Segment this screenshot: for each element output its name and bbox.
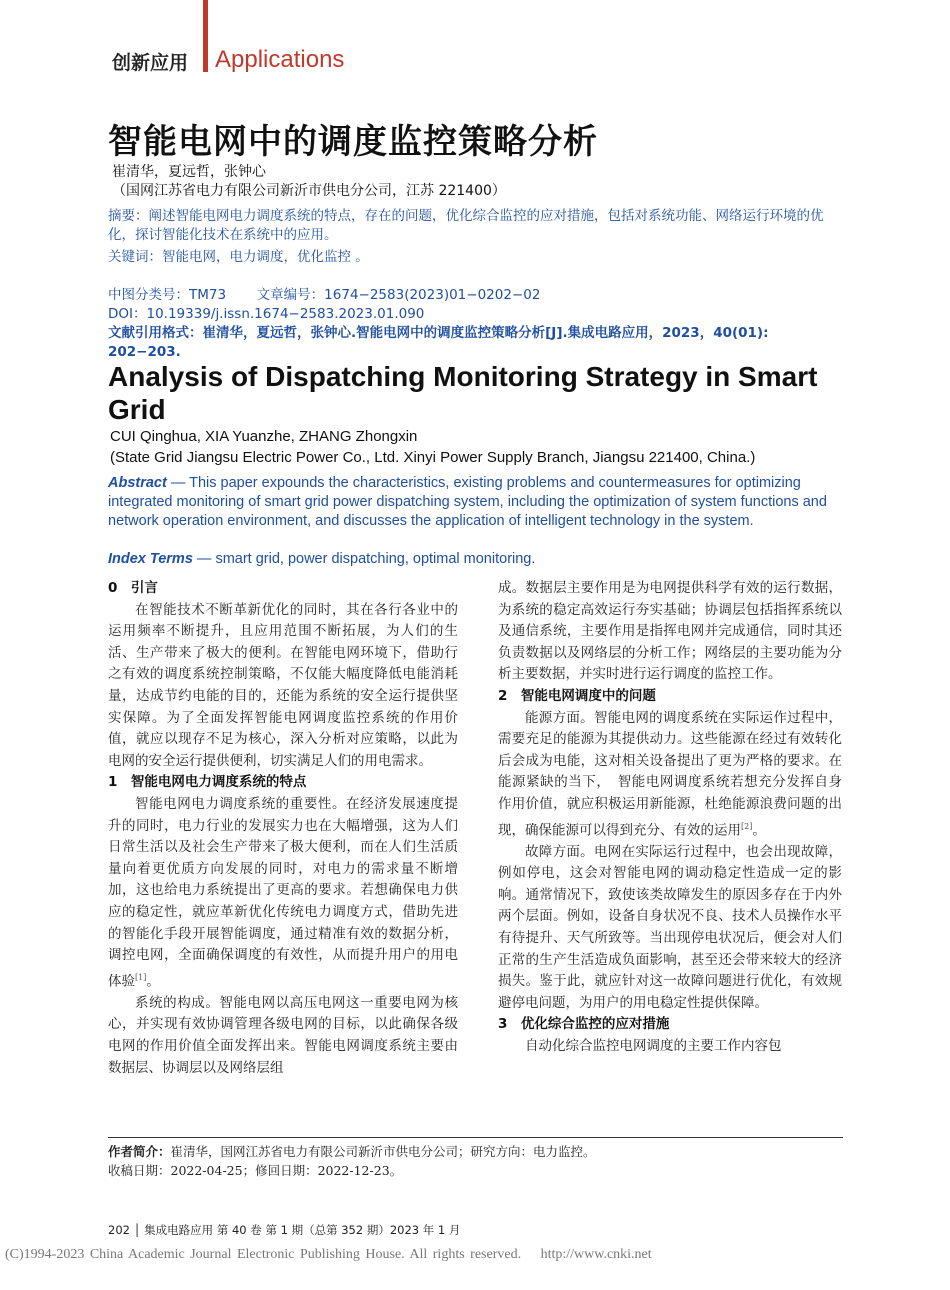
abstract-en-label: Abstract (108, 475, 167, 491)
section-2-heading: 2 智能电网调度中的问题 (498, 687, 656, 704)
index-terms-text: — smart grid, power dispatching, optimal monitoring. (192, 551, 536, 567)
footnote-divider (108, 1137, 843, 1138)
copyright-watermark: (C)1994-2023 China Academic Journal Electronic Publishing House. All rights reserved. http://www.cnki.net (5, 1247, 652, 1262)
section-1-paragraph-1-text: 智能电网电力调度系统的重要性。在经济发展速度提升的同时，电力行业的发展实力也在大幅增强，这为人们日常生活以及社会生产带来了极大便利，而在人们生活质量向着更优质方向发展的同时，对电力的需求量不断增加，这也给电力系统提出了更高的要求。若想确保电力供应的稳定性，就应革新优化传统电力调度方式，借助先进的智能化手段开展智能调度，通过精准有效的数据分析，调控电网，全面确保调度的有效性，从而提升用户的用电体验 (108, 795, 458, 990)
abstract-cn-text: 阐述智能电网电力调度系统的特点，存在的问题，优化综合监控的应对措施，包括对系统功能、网络运行环境的优化，探讨智能化技术在系统中的应用。 (108, 208, 824, 243)
abstract-en (108, 474, 843, 531)
abstract-cn-label: 摘要： (108, 208, 149, 224)
section-3-paragraph-1: 自动化综合监控电网调度的主要工作内容包 (525, 1037, 782, 1054)
clc-value: TM73 (189, 287, 227, 303)
section-1-paragraph-1-end: 。 (146, 973, 160, 990)
section-3-heading: 3 优化综合监控的应对措施 (498, 1016, 670, 1033)
citation-label: 文献引用格式： (108, 325, 203, 341)
section-label-cn: 创新应用 (112, 52, 189, 74)
affiliation-cn: （国网江苏省电力有限公司新沂市供电分公司，江苏 221400） (112, 183, 506, 199)
affiliation-en: (State Grid Jiangsu Electric Power Co., Ltd. Xinyi Power Supply Branch, Jiangsu 221400, China.) (110, 449, 756, 466)
section-0-paragraph-1: 在智能技术不断革新优化的同时，其在各行各业中的运用频率不断提升，且应用范围不断拓展，为人们的生活、生产带来了极大的便利。在智能电网环境下，借助行之有效的调度系统控制策略，不仅能大幅度降低电能消耗量，达成节约电能的目的，还能为系统的安全运行提供坚实保障。为了全面发挥智能电网调度监控系统的作用价值，就应以现存不足为核心，深入分析对应策略，以此为电网的安全运行提供便利，切实满足人们的用电需求。 (108, 601, 458, 769)
section-2-paragraph-1-text: 能源方面。智能电网的调度系统在实际运作过程中，需要充足的能源为其提供动力。这些能源在经过有效转化后会成为电能，这对相关设备提出了更为严格的要求。在能源紧缺的当下， 智能电网调度系统若想充分发挥自身作用价值，就应积极运用新能源，杜绝能源浪费问题的出现，确保能源可以得到充分、有效的运用 (498, 709, 842, 839)
clc-label: 中图分类号： (108, 287, 189, 303)
received-dates: 收稿日期：2022-04-25；修回日期：2022-12-23。 (108, 1163, 403, 1178)
author-bio-text: 崔清华，国网江苏省电力有限公司新沂市供电分公司；研究方向：电力监控。 (170, 1144, 596, 1159)
author-bio (108, 1142, 596, 1160)
authors-cn: 崔清华，夏远哲，张钟心 (112, 164, 266, 180)
paper-title-en: Analysis of Dispatching Monitoring Strategy in Smart Grid (108, 361, 818, 425)
section-0-heading: 0 引言 (108, 580, 158, 596)
section-1-paragraph-2: 系统的构成。智能电网以高压电网这一重要电网为核心，并实现有效协调管理各级电网的目标，以此确保各级电网的作用价值全面发挥出来。智能电网调度系统主要由数据层、协调层以及网络层组 (108, 994, 458, 1076)
header-accent-bar (203, 0, 208, 72)
section-2-paragraph-1 (498, 708, 842, 842)
abstract-cn (108, 207, 843, 245)
citation-text: 崔清华，夏远哲，张钟心.智能电网中的调度监控策略分析[J].集成电路应用，2023，40(01): 202−203. (108, 325, 769, 360)
classification-line (108, 286, 843, 305)
section-label-en: Applications (215, 46, 345, 73)
index-terms (108, 551, 535, 567)
page-footer: 202 │ 集成电路应用 第 40 卷 第 1 期（总第 352 期）2023 年 1 月 (108, 1223, 461, 1237)
abstract-en-text: — This paper expounds the characteristics, existing problems and countermeasures for optimizing integrated monitoring of smart grid power dispatching system, including the optimization of system functions and network operation environment, and discusses the application of intelligent technology in the system. (108, 475, 827, 529)
citation (108, 324, 843, 362)
keywords-cn-text: 智能电网，电力调度，优化监控 。 (162, 249, 369, 265)
section-2-paragraph-1-end: 。 (752, 822, 766, 839)
section-2-paragraph-2: 故障方面。电网在实际运行过程中，也会出现故障，例如停电，这会对智能电网的调动稳定性造成一定的影响。通常情况下，致使该类故障发生的原因多存在于内外两个层面。例如，设备自身状况不良、技术人员操作水平有待提升、天气所致等。当出现停电状况后，便会对人们正常的生产生活造成负面影响，甚至还会带来较大的经济损失。鉴于此，就应针对这一故障问题进行优化，有效规避停电问题，为用户的用电稳定性提供保障。 (498, 843, 842, 1011)
section-1-heading: 1 智能电网电力调度系统的特点 (108, 774, 307, 791)
authors-en: CUI Qinghua, XIA Yuanzhe, ZHANG Zhongxin (110, 428, 418, 445)
paper-title-cn: 智能电网中的调度监控策略分析 (108, 122, 598, 162)
article-number-label: 文章编号： (256, 287, 325, 303)
reference-2[interactable]: [2] (741, 821, 753, 831)
body-column-left (108, 578, 458, 1079)
doi[interactable]: DOI：10.19339/j.issn.1674−2583.2023.01.090 (108, 306, 425, 322)
index-terms-label: Index Terms (108, 551, 193, 567)
article-number-value: 1674−2583(2023)01−0202−02 (324, 287, 541, 303)
keywords-cn-label: 关键词： (108, 249, 162, 265)
keywords-cn (108, 245, 369, 265)
section-1-paragraph-1 (108, 794, 458, 993)
section-1-paragraph-2-continued: 成。数据层主要作用是为电网提供科学有效的运行数据，为系统的稳定高效运行夯实基础；协调层包括指挥系统以及通信系统，主要作用是指挥电网并完成通信，同时其还负责数据以及网络层的分析工作；网络层的主要功能为分析主要数据，并实时进行运行调度的监控工作。 (498, 580, 842, 683)
body-column-right (498, 578, 842, 1058)
author-bio-label: 作者简介： (108, 1144, 171, 1159)
reference-1[interactable]: [1] (135, 972, 147, 982)
